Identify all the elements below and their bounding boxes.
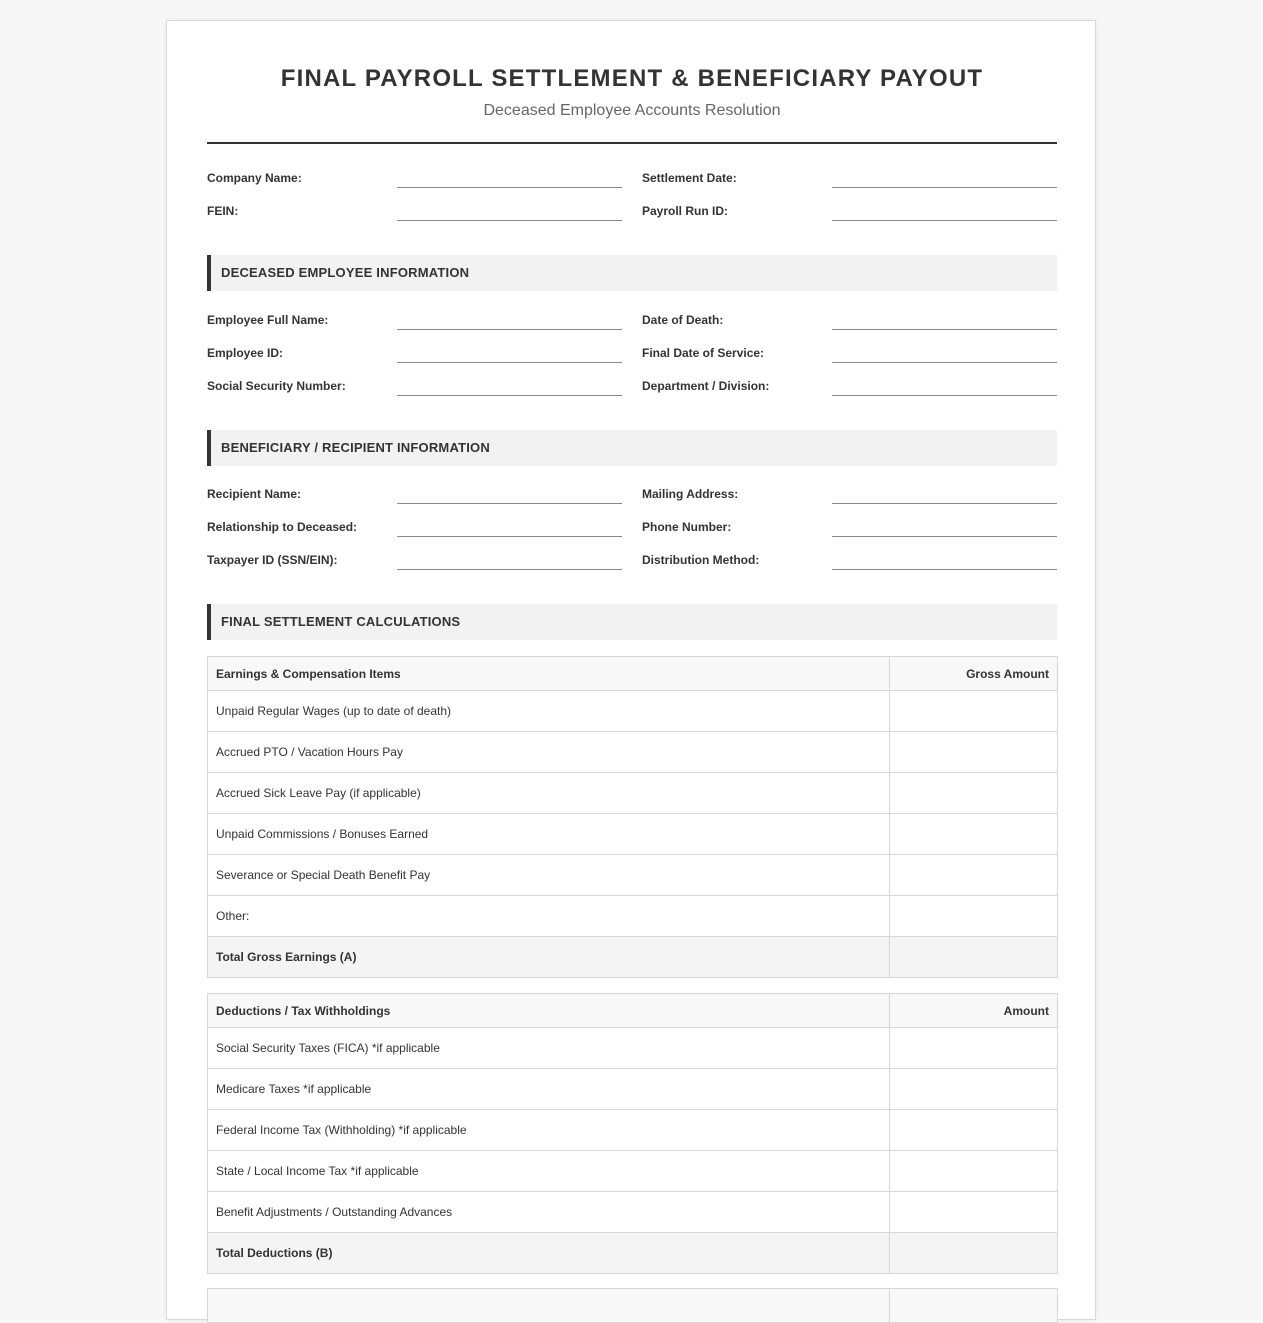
field-row-relationship <box>207 514 1057 540</box>
taxpayer-id-field[interactable] <box>397 569 622 570</box>
table-header-row <box>208 657 1058 691</box>
next-table-amount-header <box>890 1289 1058 1323</box>
table-row <box>208 773 1058 814</box>
earnings-item-label: Unpaid Regular Wages (up to date of death) <box>208 691 890 732</box>
payroll-run-id-label: Payroll Run ID: <box>642 204 729 218</box>
fein-label: FEIN: <box>207 204 239 218</box>
total-gross-earnings-cell[interactable] <box>890 937 1058 978</box>
field-row-employee-name <box>207 307 1057 333</box>
mailing-address-field[interactable] <box>832 503 1057 504</box>
final-date-of-service-label: Final Date of Service: <box>642 346 765 360</box>
table-row <box>208 1151 1058 1192</box>
header-divider <box>207 142 1057 144</box>
recipient-name-field[interactable] <box>397 503 622 504</box>
relationship-field[interactable] <box>397 536 622 537</box>
recipient-name-label: Recipient Name: <box>207 487 302 501</box>
deductions-table <box>207 993 1058 1274</box>
earnings-amount-cell[interactable] <box>890 732 1058 773</box>
employee-full-name-field[interactable] <box>397 329 622 330</box>
deduction-amount-cell[interactable] <box>890 1028 1058 1069</box>
social-security-number-field[interactable] <box>397 395 622 396</box>
earnings-amount-cell[interactable] <box>890 691 1058 732</box>
form-title: FINAL PAYROLL SETTLEMENT & BENEFICIARY PAYOUT <box>280 65 984 92</box>
form-subtitle: Deceased Employee Accounts Resolution <box>483 102 781 119</box>
deduction-item-label: Social Security Taxes (FICA) *if applicable <box>208 1028 890 1069</box>
payroll-run-id-field[interactable] <box>832 220 1057 221</box>
next-table-item-header <box>208 1289 890 1323</box>
section-title-calculations: FINAL SETTLEMENT CALCULATIONS <box>221 614 461 629</box>
field-row-employee-id <box>207 340 1057 366</box>
gross-amount-header: Gross Amount <box>890 657 1058 691</box>
field-row-taxpayer-id <box>207 547 1057 573</box>
taxpayer-id-label: Taxpayer ID (SSN/EIN): <box>207 553 338 567</box>
settlement-date-field[interactable] <box>832 187 1057 188</box>
date-of-death-label: Date of Death: <box>642 313 724 327</box>
date-of-death-field[interactable] <box>832 329 1057 330</box>
company-name-label: Company Name: <box>207 171 302 185</box>
table-header-row <box>208 1289 1058 1323</box>
distribution-method-label: Distribution Method: <box>642 553 760 567</box>
deduction-item-label: State / Local Income Tax *if applicable <box>208 1151 890 1192</box>
table-row <box>208 1028 1058 1069</box>
final-date-of-service-field[interactable] <box>832 362 1057 363</box>
mailing-address-label: Mailing Address: <box>642 487 739 501</box>
total-row <box>208 937 1058 978</box>
section-header-employee <box>207 255 1057 291</box>
earnings-table <box>207 656 1058 978</box>
department-division-label: Department / Division: <box>642 379 770 393</box>
earnings-amount-cell[interactable] <box>890 855 1058 896</box>
table-row <box>208 814 1058 855</box>
field-row-company <box>207 165 1057 191</box>
table-row <box>208 855 1058 896</box>
employee-id-label: Employee ID: <box>207 346 284 360</box>
employee-id-field[interactable] <box>397 362 622 363</box>
total-row <box>208 1233 1058 1274</box>
next-table-partial <box>207 1288 1058 1323</box>
form-content <box>207 21 1057 1317</box>
deductions-amount-header: Amount <box>890 994 1058 1028</box>
earnings-item-label: Severance or Special Death Benefit Pay <box>208 855 890 896</box>
section-header-calculations <box>207 604 1057 640</box>
deduction-item-label: Federal Income Tax (Withholding) *if applicable <box>208 1110 890 1151</box>
total-deductions-cell[interactable] <box>890 1233 1058 1274</box>
deduction-amount-cell[interactable] <box>890 1069 1058 1110</box>
deduction-amount-cell[interactable] <box>890 1151 1058 1192</box>
deduction-amount-cell[interactable] <box>890 1192 1058 1233</box>
earnings-item-label: Accrued Sick Leave Pay (if applicable) <box>208 773 890 814</box>
settlement-date-label: Settlement Date: <box>642 171 737 185</box>
department-division-field[interactable] <box>832 395 1057 396</box>
section-title-employee: DECEASED EMPLOYEE INFORMATION <box>221 265 470 280</box>
earnings-item-label: Unpaid Commissions / Bonuses Earned <box>208 814 890 855</box>
distribution-method-field[interactable] <box>832 569 1057 570</box>
employee-full-name-label: Employee Full Name: <box>207 313 329 327</box>
social-security-number-label: Social Security Number: <box>207 379 346 393</box>
table-row <box>208 1110 1058 1151</box>
deduction-amount-cell[interactable] <box>890 1110 1058 1151</box>
company-name-field[interactable] <box>397 187 622 188</box>
section-title-beneficiary: BENEFICIARY / RECIPIENT INFORMATION <box>221 440 490 455</box>
earnings-amount-cell[interactable] <box>890 773 1058 814</box>
section-header-beneficiary <box>207 430 1057 466</box>
table-row <box>208 1192 1058 1233</box>
deductions-item-header: Deductions / Tax Withholdings <box>208 994 890 1028</box>
relationship-label: Relationship to Deceased: <box>207 520 358 534</box>
earnings-item-label: Other: <box>208 896 890 937</box>
field-row-fein <box>207 198 1057 224</box>
earnings-amount-cell[interactable] <box>890 814 1058 855</box>
phone-number-label: Phone Number: <box>642 520 732 534</box>
table-header-row <box>208 994 1058 1028</box>
earnings-item-header: Earnings & Compensation Items <box>208 657 890 691</box>
field-row-recipient-name <box>207 481 1057 507</box>
deduction-item-label: Benefit Adjustments / Outstanding Advances <box>208 1192 890 1233</box>
form-page <box>166 20 1096 1320</box>
table-row <box>208 732 1058 773</box>
field-row-employee-ssn <box>207 373 1057 399</box>
fein-field[interactable] <box>397 220 622 221</box>
total-gross-earnings-label: Total Gross Earnings (A) <box>208 937 890 978</box>
total-deductions-label: Total Deductions (B) <box>208 1233 890 1274</box>
earnings-amount-cell[interactable] <box>890 896 1058 937</box>
phone-number-field[interactable] <box>832 536 1057 537</box>
table-row <box>208 691 1058 732</box>
table-row <box>208 896 1058 937</box>
table-row <box>208 1069 1058 1110</box>
earnings-item-label: Accrued PTO / Vacation Hours Pay <box>208 732 890 773</box>
deduction-item-label: Medicare Taxes *if applicable <box>208 1069 890 1110</box>
